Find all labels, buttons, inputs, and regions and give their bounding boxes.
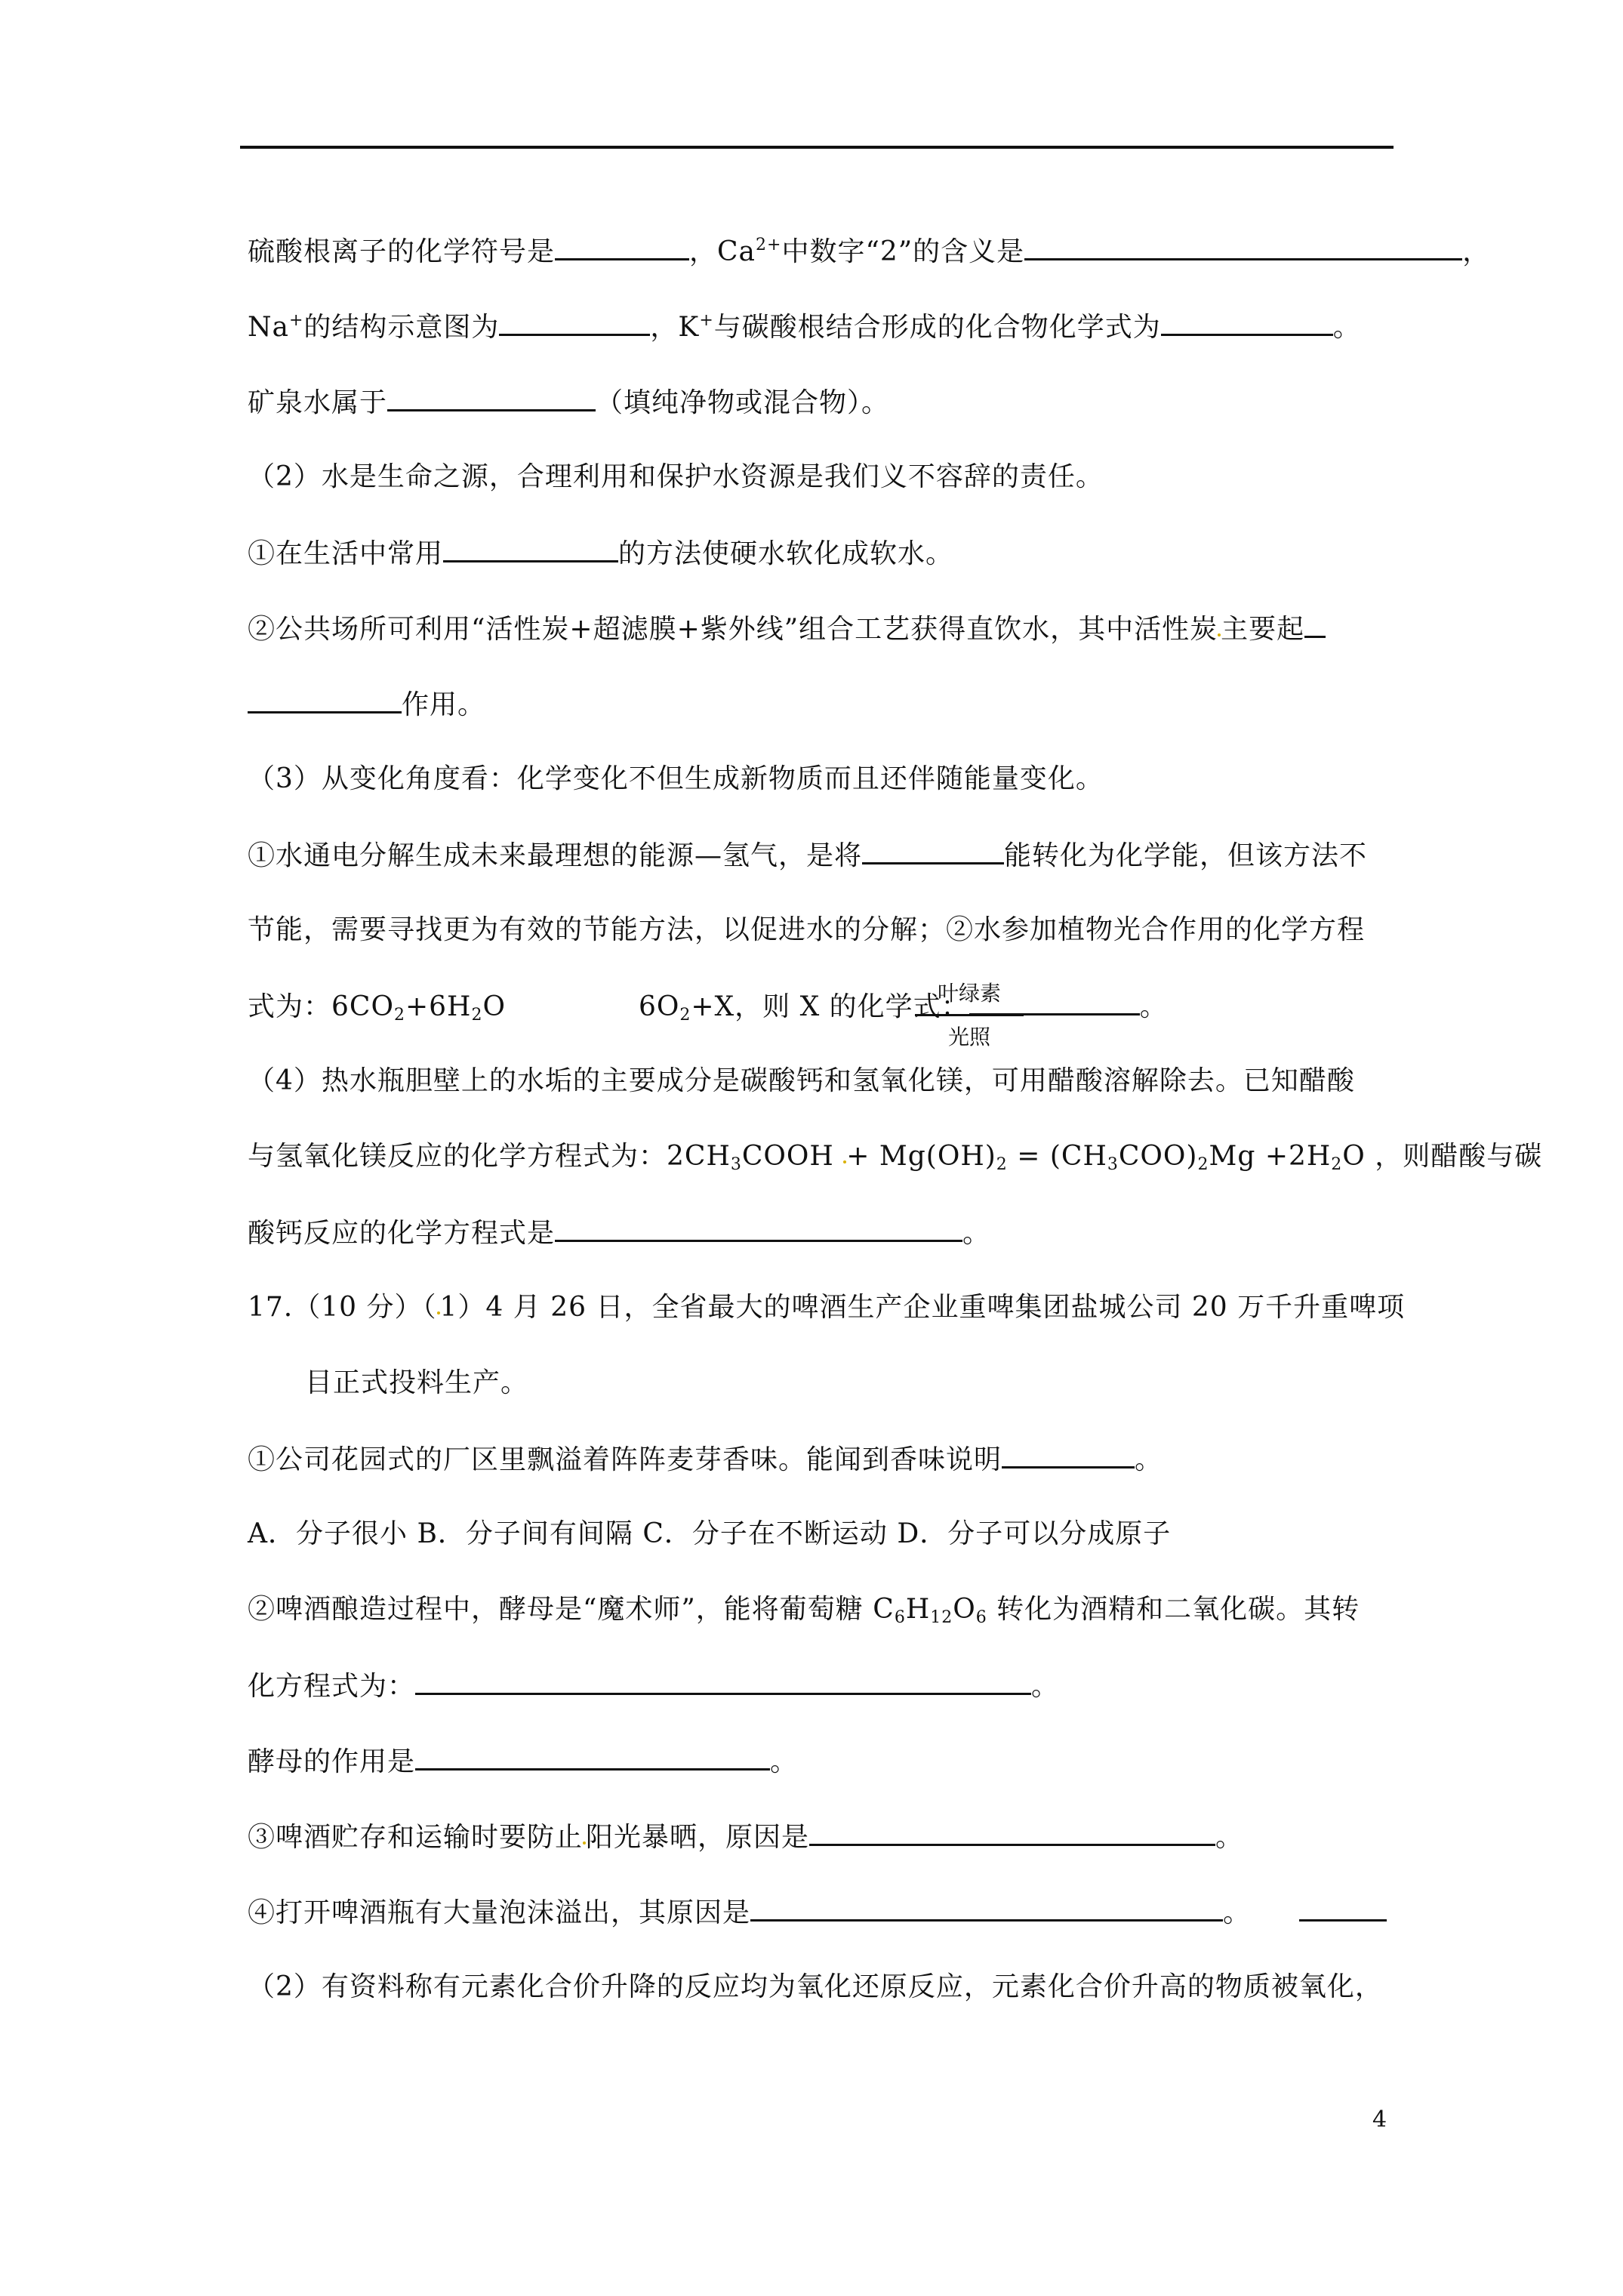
text-line: ①水通电分解生成未来最理想的能源—氢气，是将 能转化为化学能，但该方法不 bbox=[248, 837, 1367, 874]
answer-blank[interactable] bbox=[415, 1743, 770, 1771]
text-line: ④打开啤酒瓶有大量泡沫溢出，其原因是 。 bbox=[248, 1894, 1387, 1931]
answer-blank[interactable] bbox=[1161, 308, 1333, 336]
text-line: （4）热水瓶胆壁上的水垢的主要成分是碳酸钙和氢氧化镁，可用醋酸溶解除去。已知醋酸 bbox=[248, 1065, 1355, 1096]
text-line: 作用。 bbox=[248, 686, 485, 723]
text-line: 矿泉水属于 （填纯净物或混合物）。 bbox=[248, 384, 889, 421]
answer-blank[interactable] bbox=[499, 308, 650, 336]
answer-blank[interactable] bbox=[415, 1667, 1031, 1695]
text-line: 化方程式为： 。 bbox=[248, 1667, 1059, 1705]
text-line: 17.（10 分）（ 1）4 月 26 日，全省最大的啤酒生产企业重啤集团盐城公司 20 万千升重啤项 bbox=[248, 1292, 1406, 1323]
answer-blank[interactable] bbox=[750, 1894, 1223, 1922]
answer-blank[interactable] bbox=[1299, 1894, 1387, 1922]
reaction-condition-top: 叶绿素 bbox=[937, 981, 1001, 1006]
answer-blank[interactable] bbox=[862, 837, 1004, 864]
answer-blank[interactable] bbox=[555, 233, 689, 260]
text-line: 硫酸根离子的化学符号是 ，$Ca^{2+}$中数字“2”的含义是 ， bbox=[248, 233, 1490, 270]
text-line: 酵母的作用是 。 bbox=[248, 1743, 798, 1780]
answer-blank[interactable] bbox=[1304, 610, 1326, 638]
text-line: ②公共场所可利用“活性炭+超滤膜+紫外线”组合工艺获得直饮水，其中活性炭 主要起 bbox=[248, 610, 1326, 648]
text-line: （3）从变化角度看：化学变化不但生成新物质而且还伴随能量变化。 bbox=[248, 763, 1104, 794]
answer-blank[interactable] bbox=[555, 1214, 962, 1242]
answer-blank[interactable] bbox=[1002, 1441, 1135, 1469]
text-line: ③啤酒贮存和运输时要防止 阳光暴晒，原因是 。 bbox=[248, 1818, 1243, 1856]
answer-blank[interactable] bbox=[387, 384, 596, 411]
text-line: 节能，需要寻找更为有效的节能方法，以促进水的分解；②水参加植物光合作用的化学方程 bbox=[248, 914, 1366, 945]
answer-blank[interactable] bbox=[1024, 233, 1462, 260]
text-line: 与氢氧化镁反应的化学方程式为：$2CH_3COOH + Mg(OH)_2 = (CH_3COO)_2Mg +2H_2O$ ，则醋酸与碳 bbox=[248, 1141, 1543, 1174]
text-line: （2）水是生命之源，合理利用和保护水资源是我们义不容辞的责任。 bbox=[248, 461, 1104, 492]
text-line: （2）有资料称有元素化合价升降的反应均为氧化还原反应，元素化合价升高的物质被氧化， bbox=[248, 1971, 1383, 2002]
text-line: ①在生活中常用 的方法使硬水软化成软水。 bbox=[248, 535, 953, 572]
text-line: ②啤酒酿造过程中，酵母是“魔术师”，能将葡萄糖 $C_6H_{12}O_6$ 转化为酒精和二氧化碳。其转 bbox=[248, 1594, 1360, 1627]
text-line: A．分子很小 B．分子间有间隔 C．分子在不断运动 D．分子可以分成原子 bbox=[248, 1518, 1172, 1549]
reaction-arrow-bar bbox=[915, 1014, 1024, 1016]
answer-blank[interactable] bbox=[443, 535, 618, 562]
answer-blank[interactable] bbox=[248, 686, 402, 713]
answer-blank[interactable] bbox=[809, 1818, 1215, 1846]
page-number: 4 bbox=[1372, 2106, 1387, 2133]
reaction-condition-bottom: 光照 bbox=[947, 1025, 990, 1049]
text-line: 目正式投料生产。 bbox=[305, 1367, 529, 1398]
text-line: 酸钙反应的化学方程式是 。 bbox=[248, 1214, 990, 1252]
text-line: ①公司花园式的厂区里飘溢着阵阵麦芽香味。能闻到香味说明 。 bbox=[248, 1441, 1163, 1478]
text-line: 式为：$6CO_2+6H_2O$ $6O_2+X$，则 X 的化学式： 。 bbox=[248, 988, 1168, 1025]
header-rule bbox=[240, 146, 1394, 149]
text-line: Na+的结构示意图为 ，K+与碳酸根结合形成的化合物化学式为 。 bbox=[248, 308, 1361, 346]
